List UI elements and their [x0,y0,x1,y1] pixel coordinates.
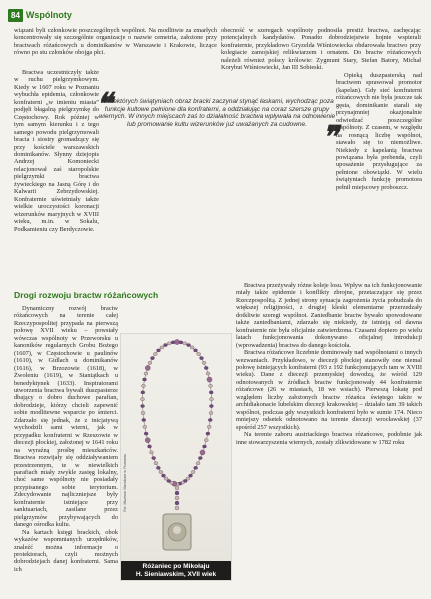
rosary-bead [141,391,145,394]
rosary-string [143,342,212,484]
rosary-bead [189,474,193,477]
page-number: 84 [8,9,23,22]
rosary-bead [143,425,147,428]
rosary-bead [142,418,146,421]
rosary-bead [202,361,206,364]
rosary-bead [200,357,204,360]
rosary-bead [209,391,213,394]
col3-top-intro [221,27,421,71]
rosary-bead [196,462,200,465]
rosary-illustration [121,334,231,560]
paragraph: Opieką duszpasterską nad bractwem sprawował promotor (kapelan). Gdy sieć konfraterni różańcowych nie była jeszcze tak gęsta, dominikanie starali się przynajmniej okazjonalnie odwiedzać poszczególne wspólnoty. Z czasem, w względu na rosnącą liczbę wspólnot, stawało się to niemożliwe. Niekiedy z kapelanią bractwa powiązana była prebenda, czyli uposażenie przysługujące za pełnione obowiązki. W wielu świątyniach funkcję promotora pełnił miejscowy proboszcz. [336,72,422,191]
rosary-bead [160,346,164,349]
rosary-bead [148,361,152,364]
rosary-bead [144,432,148,435]
rosary-bead [156,349,160,352]
rosary-bead [200,450,205,455]
rosary-bead [163,343,167,346]
rosary-bead [164,477,168,480]
rosary-bead [209,384,213,387]
caption-line-1: Różaniec po Mikołaju [142,563,210,570]
close-quote-icon: ❞ [321,120,338,154]
rosary-bead [194,349,198,352]
rosary-bead [156,466,160,469]
rosary-bead [144,372,148,375]
open-quote-icon: ❝ [96,88,113,121]
rosary-bead [209,398,213,401]
rosary-bead [208,418,212,421]
photo-credit: Fot. Muzeum Narodowe w Poznaniu [123,454,127,512]
rosary-bead [206,372,210,375]
rosary-bead [175,486,179,490]
section-title: Wspólnoty [25,10,72,20]
rosary-bead [150,451,154,454]
rosary-bead [171,341,175,344]
rosary-bead [154,462,158,465]
rosary-bead [145,365,150,370]
paragraph: Bractwa różańcowe liczebnie dominowały nad wspólnotami o innych wezwaniach. Przykładowo, w diecezji płockiej stanowiły one niemal połowę istniejących konfraterni (93 z 192 funkcjonujących tam w XVIII wieku). Dane z diecezji przemyskiej dowodzą, że wśród 129 odnotowanych w źródłach bractw funkcjonowały 44 konfraternie różańcowe (26 w miastach, 18 we wsiach). Pierwszą lokatę pod względem liczby założonych bractw różańca świętego także w archidiakonacie lubelskim diecezji krakowskiej – działało tam 39 takich wspólnot, podczas gdy wszystkich konfraterni było w sumie 174. Nieco mniejszy odsetek odnotowano na terenie diecezji wrocławskiej (37 spośród 257 wszystkich). [236,349,422,431]
paragraph: obecność w szeregach wspólnoty podnosiła prestiż bractwa, zachęcając potencjalnych kandydatów. Ponadto dobrodziejstwie hojnie wspierali konfraternie, przykładowo Gryzelda Wiśniowiecka obdarowała bractwo przy kolegiacie zamojskiej relikwiarzem i ornatem. Do bractw różańcowych należeli również polscy królowie: Zygmunt Stary, Stefan Batory, Michał Korybut Wiśniowiecki, Jan III Sobieski. [221,27,421,72]
rosary-bead [175,501,179,505]
paragraph: Bractwa przeżywały różne koleje losu. Wpływ na ich funkcjonowanie miały także epidemie i konflikty zbrojne, przetaczające się przez Rzeczpospolitą. Z jednej strony sytuacja zagrożenia życia pobudzała do większej religijności, z drugiej kleski elementarne przerzedzały dotkliwie szeregi wspólnot. Zaniedbanie bractw bywało spowodowane także zaniedbaniami, zdarzało się niekiedy, że istnieją od dawna konfraternie nie była oficjalnie zatwierdzona. Czasami dopiero po wielu latach funkcjonowania dokonywano oficjalnej introdukcji (wprowadzenia) bractwa do danego kościoła. [236,282,422,349]
paragraph: Na kartach księgi brackich, obok wykazów wspomnianych urzędników, znaleźć można informacje o protektorach, czyli możnych dobrodziejach danej konfraterni. Sama ich [14,528,118,573]
rosary-bead [202,445,206,448]
rosary-bead [141,384,145,387]
rosary-bead [153,352,157,355]
paragraph: wiązani byli członkowie poszczególnych wspólnot. Na modlitwie za zmarłych koncentrowały się szczególnie organizacje o nazwie cemetria, założone przy bractwach różańcowych u dominikanów w Warszawie i Krakowie, liczące równo po stu członków obojga płci. [14,27,217,57]
rosary-bead [207,425,211,428]
rosary-bead [150,357,154,360]
rosary-bead [145,438,150,443]
col3-narrow [336,72,422,257]
rosary-bead [204,439,208,442]
paragraph: Bractwa uczestniczyły także w ruchu pielgrzymkowym. Kiedy w 1607 roku w Poznaniu wybuchła epidemia, członkowie konfraterni „w imieniu miasta” podjęli błagalną pielgrzymkę do Częstochowy. Rok później w tym samym kierunku i z tego samego powodu pielgrzymowali bracia i siostry gromadzący się przy kościele warszawskich dominikanów. Słynny dziejopis Andrzej Komoniecki relacjonował zaś staropolskie pielgrzymki bractwa żywieckiego na Jasną Górę i do Kalwarii Zebrzydowskiej. Konfraternie uświetniały także wielkie uroczystości koronacji wizerunków maryjnych w XVIII wieku, m.in. w Sokalu, Podkamieniu czy Berdyczowie. [14,69,99,233]
pull-quote-text: W niektórych świątyniach obraz bracki zaczynał stynąć łaskami, wychodząc poza funkcje kultowe pełnione dla konfraterni, a oddziałując na coraz szersze grupy wiernych. W innych miejscach zaś to działalność bractwa wpływała na odnowienie lub promowanie kultu wizerunków już uważanych za cudowne. [98,98,336,129]
col1-bottom [14,305,118,593]
rosary-bead [183,342,187,345]
rosary-bead [198,456,202,459]
page-header [8,8,72,22]
paragraph: Dynamiczny rozwój bractw różańcowych na terenie całej Rzeczypospolitej przypada na pierwszą połowę XVII wieku – powstały wówczas wspólnoty w Przeworsku u kanoników regularnych Grobu Bożego (1607), w Częstochowie u paulinów (1610), w Gidlach u dominikanów (1616), w Brzozowie (1618), w Żwoleniu (1619), w Staniątkach u benedyktynek (1633). Inspiratorami utworzenia bractwa bywali duszpasterze dbający o dobro duchowe parafian, dobrodzieje, którzy chcieli zapewnić sobie modlitewne wsparcie po śmierci. Zdarzało się jednak, że z inicjatywą wychodzili sami wierni, jak w przypadku konfraterni w Rzeszowie w diecezji płockiej, założonej w 1641 roku na wyraźną prośbę mieszkańców. Bractwa rozwijały się oddziaływaniem przestrzennym, te w niewielkich parafiach miały zwykle zasięg lokalny, choć same wspólnoty nie posiadały przypisanego sobie terytorium. Zdecydowanie najliczniejsze były konfraternie istniejące przy sanktuariach, zasilane przez pielgrzymów przybywających do danego ośrodka kultu. [14,305,118,529]
col3-wide-continuation [221,258,421,280]
col3-lower [236,282,422,592]
rosary-bead [175,496,179,500]
rosary-bead [159,470,163,473]
rosary-bead [143,378,147,381]
rosary-bead [190,346,194,349]
col1-top-intro [14,27,217,57]
pull-quote [96,88,338,154]
rosary-bead [141,404,145,407]
photo-caption [121,561,231,580]
rosary-bead [141,398,145,401]
rosary-bead [191,470,195,473]
rosary-bead [209,404,213,407]
col1-top-narrow [14,69,99,233]
rosary-bead [141,411,145,414]
rosary-bead [179,341,183,344]
rosary-bead [148,445,152,448]
rosary-bead [161,474,165,477]
rosary-bead [175,506,179,510]
medal [163,514,191,550]
rosary-bead [194,466,198,469]
rosary-bead [207,377,212,382]
rosary-bead [206,432,210,435]
section-heading: Drogi rozwoju bractw różańcowych [14,290,159,300]
rosary-bead [209,411,213,414]
rosary-photo [121,334,231,580]
caption-line-2: H. Sieniawskim, XVII wiek [135,570,217,578]
rosary-bead [187,343,191,346]
rosary-bead [197,352,201,355]
rosary-bead [175,491,179,495]
rosary-bead [167,342,171,345]
rosary-bead [204,366,208,369]
paragraph: Na terenie zaboru austriackiego bractwa różańcowe, podobnie jak inne stowarzyszenia wiernych, zostały zlikwidowane w 1782 roku [236,431,422,446]
rosary-bead [152,456,156,459]
